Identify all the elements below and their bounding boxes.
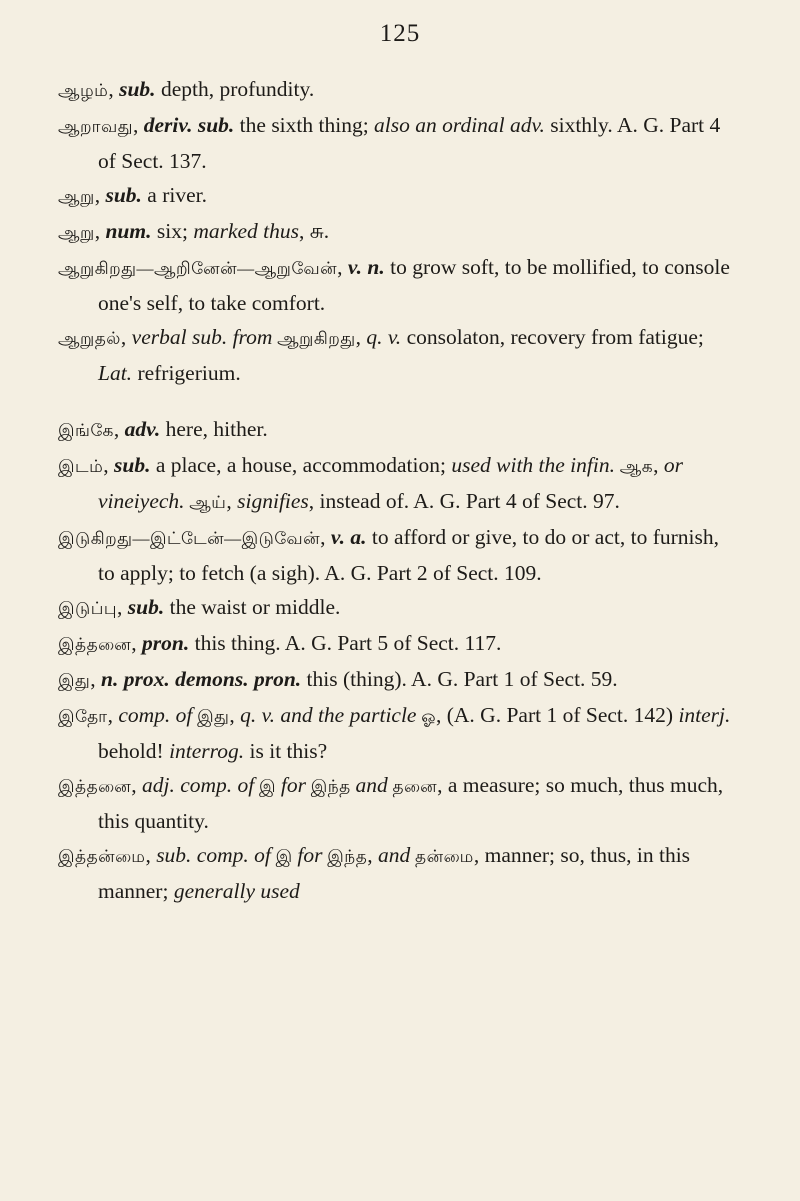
entry-headword: ஆறு [58,223,95,242]
entry-text: deriv. sub. [143,113,235,137]
entry-headword: ஆழம் [58,81,109,100]
entry-text: sub. [127,595,165,619]
entry-text: , [320,525,331,549]
entry-text: adj. comp. of [142,773,255,797]
cross-reference-word: இந்த [322,847,368,866]
entry-text: q. v. [366,325,402,349]
entry-text: and [378,843,411,867]
entry-headword: ஆறாவது [58,117,133,136]
entry-text: , [229,703,241,727]
entry-text: , [367,843,379,867]
entry-text: six; [151,219,194,243]
entry-text: num. [105,219,152,243]
cross-reference-word: இ [254,777,281,796]
entry-text: signifies [237,489,309,513]
entry-text: , [132,113,144,137]
entry-text: verbal sub. from [131,325,273,349]
entry-text: also an ordinal adv. [374,113,545,137]
entry-text: interrog. [169,739,245,763]
entry-text: , (A. G. Part 1 of Sect. 142) [436,703,679,727]
entry-text: pron. [142,631,190,655]
dictionary-entry [58,214,738,250]
entry-text: , [94,183,106,207]
entry-text: to grow soft, to be mollified, to console one's self, to take comfort. [98,255,730,315]
entry-headword: இத்தன்மை [58,847,146,866]
entry-text: n. prox. demons. pron. [101,667,302,691]
entry-headword: இது [58,671,91,690]
cross-reference-word: ஆக [614,457,654,476]
entry-text: sub. [105,183,142,207]
entry-text: , [131,631,143,655]
entry-list [58,72,738,908]
dictionary-entry [58,72,738,108]
entry-text: consolaton, recovery from fatigue; [401,325,704,349]
entry-text: , [90,667,102,691]
entry-text: v. a. [330,525,367,549]
entry-text: here, hither. [160,417,268,441]
entry-headword: இங்கே [58,421,114,440]
entry-text: interj. [678,703,731,727]
entry-text: sub. [119,77,156,101]
entry-text: for [297,843,323,867]
dictionary-entry [58,412,738,448]
entry-headword: இத்தனை [58,635,132,654]
entry-text: , [117,595,128,619]
cross-reference-word: இ [270,847,298,866]
entry-text: for [280,773,306,797]
cross-reference-word: தனை [387,777,438,796]
entry-text: this (thing). A. G. Part 1 of Sect. 59. [301,667,618,691]
cross-reference-word: ஓ [416,707,436,726]
entry-text: , [103,453,114,477]
entry-text: to afford or give, to do or act, to furnish, to apply; to fetch (a sigh). A. G. Part 2 of Sect. 109. [98,525,719,585]
entry-text: , manner; so, thus, in this manner; [98,843,691,903]
entry-text: depth, profundity. [155,77,315,101]
entry-text: , [113,417,125,441]
dictionary-entry [58,178,738,214]
cross-reference-word: தன்மை [410,847,474,866]
entry-text: used with the infin. [451,453,615,477]
entry-text: a river. [141,183,207,207]
entry-text: adv. [124,417,161,441]
entry-text: refrigerium. [132,361,241,385]
dictionary-entry [58,320,738,390]
dictionary-entry [58,590,738,626]
dictionary-entry [58,838,738,908]
dictionary-entry [58,520,738,590]
page-number: 125 [379,20,421,47]
entry-text: a place, a house, accommodation; [150,453,452,477]
entry-headword: இத்தனை [58,777,132,796]
entry-text: v. n. [347,255,385,279]
entry-text: , [337,255,348,279]
entry-text: , [131,773,143,797]
entry-text: marked thus [193,219,300,243]
entry-headword: இடுப்பு [58,599,118,618]
dictionary-entry [58,768,738,838]
entry-text: , a measure; so much, thus much, this quantity. [98,773,724,833]
entry-text: sub. comp. of [156,843,271,867]
entry-text: or vineiyech. [98,453,683,513]
entry-text: sixthly. A. G. Part 4 of Sect. 137. [98,113,721,173]
entry-headword: இடம் [58,457,104,476]
entry-text: , [120,325,132,349]
entry-text: Lat. [98,361,133,385]
cross-reference-word: ஆய் [184,493,227,512]
cross-reference-word: ஆறுகிறது [272,329,356,348]
entry-text: is it this? [244,739,328,763]
entry-headword: ஆறுகிறது—ஆறினேன்—ஆறுவேன் [58,259,338,278]
entry-text: , [653,453,664,477]
entry-text: , [355,325,367,349]
entry-headword: ஆறுதல் [58,329,121,348]
dictionary-entry [58,250,738,320]
dictionary-entry [58,448,738,520]
entry-text: , [108,77,120,101]
cross-reference-word: இது [192,707,230,726]
dictionary-entry [58,698,738,768]
entry-text: , [94,219,106,243]
dictionary-entry [58,626,738,662]
entry-text: generally used [173,879,300,903]
entry-text: q. v. and the particle [240,703,417,727]
entry-text: comp. of [118,703,193,727]
dictionary-entry [58,108,738,178]
entry-headword: இடுகிறது—இட்டேன்—இடுவேன் [58,529,321,548]
entry-headword: இதோ [58,707,108,726]
entry-text: , சு. [299,219,330,243]
entry-text: , [145,843,157,867]
entry-text: the waist or middle. [164,595,341,619]
entry-text: , instead of. A. G. Part 4 of Sect. 97. [308,489,620,513]
entry-text: behold! [98,739,170,763]
cross-reference-word: இந்த [305,777,356,796]
entry-text: , [226,489,238,513]
entry-text: sub. [114,453,151,477]
entry-text: , [107,703,119,727]
entry-headword: ஆறு [58,187,95,206]
entry-text: and [355,773,388,797]
entry-text: the sixth thing; [234,113,375,137]
entry-text: this thing. A. G. Part 5 of Sect. 117. [189,631,502,655]
dictionary-entry [58,662,738,698]
